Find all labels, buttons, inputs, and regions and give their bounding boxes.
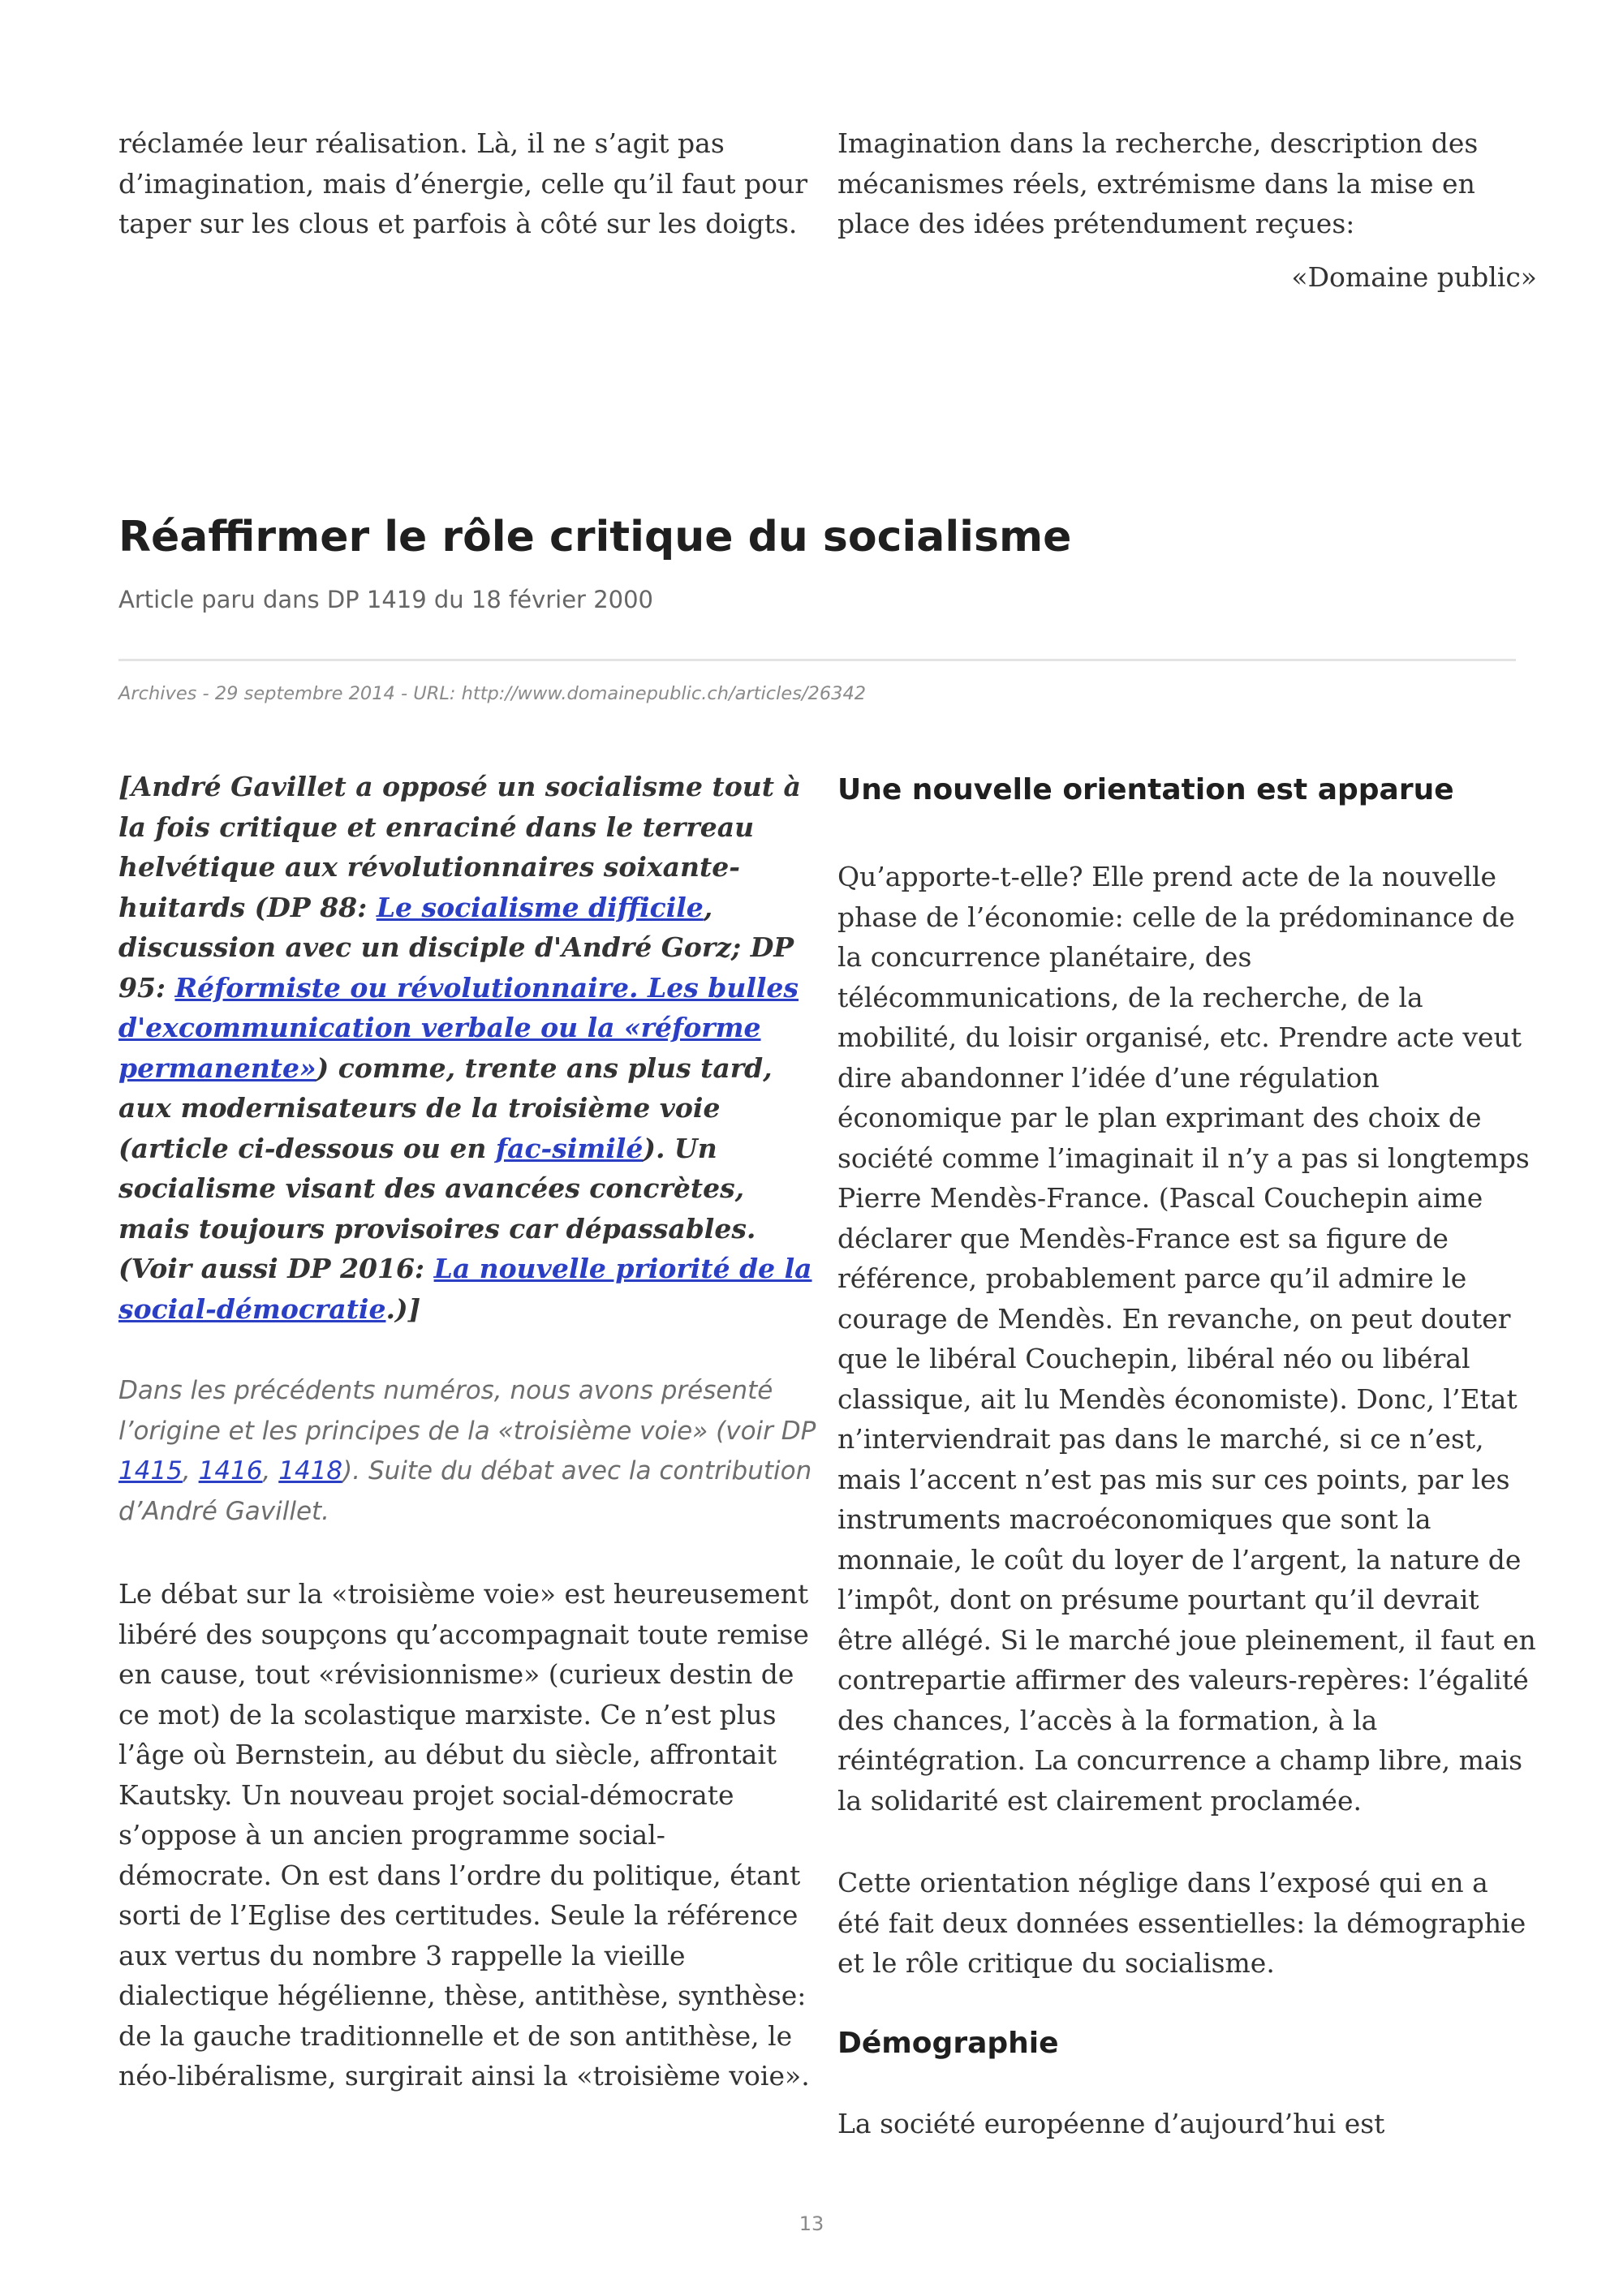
previous-article-left [118, 123, 818, 244]
link-reformiste-ou-revolutionnaire[interactable]: Réformiste ou révolutionnaire. Les bulles d'excommunication verbale ou la «réforme permanente» [118, 971, 799, 1084]
body-paragraph: Qu’apporte-t-elle? Elle prend acte de la nouvelle phase de l’économie: celle de la prédominance de la concurrence planétaire, des télécommunications, de la recherche, de la mobilité, du loisir organisé, etc. Prendre acte veut dire abandonner l’idée d’une régulation économique par le plan exprimant des choix de société comme l’imaginait il n’y a pas si longtemps Pierre Mendès-France. (Pascal Couchepin aime déclarer que Mendès-France est sa figure de référence, probablement parce qu’il admire le courage de Mendès. En revanche, on peut douter que le libéral Couchepin, libéral néo ou libéral classique, ait lu Mendès économiste). Donc, l’Etat n’interviendrait pas dans le marché, si ce n’est, mais l’accent n’est pas mis sur ces points, par les instruments macroéconomiques que sont la monnaie, le coût du loyer de l’argent, la nature de l’impôt, dont on présume pourtant qu’il devrait être allégé. Si le marché joue pleinement, il faut en contrepartie affirmer des valeurs-repères: l’égalité des chances, l’accès à la formation, à la réintégration. La concurrence a champ libre, mais la solidarité est clairement proclamée. [837, 861, 1536, 1817]
link-dp-1415[interactable]: 1415 [118, 1456, 183, 1486]
section-heading-nouvelle-orientation: Une nouvelle orientation est apparue [837, 773, 1454, 806]
body-paragraph: Cette orientation néglige dans l’exposé qui en a été fait deux données essentielles: la démographie et le rôle critique du socialisme. [837, 1867, 1526, 1979]
article-subtitle: Article paru dans DP 1419 du 18 février 2000 [118, 586, 653, 613]
intro-text-2: , discussion avec un disciple d'André Gorz; DP 95: [118, 891, 794, 1004]
editorial-intro [118, 767, 818, 1329]
previous-article-left-text: réclamée leur réalisation. Là, il ne s’agit pas d’imagination, mais d’énergie, celle qu’il faut pour taper sur les clous et parfois à côté sur les doigts. [118, 127, 808, 239]
previous-article-signature: «Domaine public» [1291, 260, 1537, 293]
header-divider [118, 659, 1516, 661]
intro-text-4: ). Un socialisme visant des avancées concrètes, mais toujours provisoires car dépassables. (Voir aussi DP 2016: [118, 1132, 756, 1284]
intro-text-1: [André Gavillet a opposé un socialisme tout à la fois critique et enraciné dans le terreau helvétique aux révolutionnaires soixante-huitards (DP 88: [118, 771, 801, 923]
link-socialisme-difficile[interactable]: Le socialisme difficile [376, 891, 704, 923]
link-fac-simile[interactable]: fac-similé [495, 1132, 644, 1164]
body-paragraph: La société européenne d’aujourd’hui est [837, 2107, 1385, 2139]
article-lead [118, 1371, 818, 1532]
link-nouvelle-priorite[interactable]: La nouvelle priorité de la social-démocratie [118, 1253, 812, 1325]
previous-article-right-text: Imagination dans la recherche, description des mécanismes réels, extrémisme dans la mise en place des idées prétendument reçues: [837, 127, 1479, 239]
lead-text-1: Dans les précédents numéros, nous avons présenté l’origine et les principes de la «troisième voie» (voir DP [118, 1376, 816, 1446]
lead-separator-1: , [182, 1456, 199, 1486]
article-right-column [837, 772, 1537, 2186]
body-paragraph: Le débat sur la «troisième voie» est heureusement libéré des soupçons qu’accompagnait toute remise en cause, tout «révisionnisme» (curieux destin de ce mot) de la scolastique marxiste. Ce n’est plus l’âge où Bernstein, au début du siècle, affrontait Kautsky. Un nouveau projet social-démocrate s’oppose à un ancien programme social-démocrate. On est dans l’ordre du politique, étant sorti de l’Eglise des certitudes. Seule la référence aux vertus du nombre 3 rappelle la vieille dialectique hégélienne, thèse, antithèse, synthèse: de la gauche traditionnelle et de son antithèse, le néo-libéralisme, surgirait ainsi la «troisième voie». [118, 1578, 810, 2092]
article-left-column [118, 767, 818, 2139]
lead-text-2: ). Suite du débat avec la contribution d’André Gavillet. [118, 1456, 812, 1526]
lead-separator-2: , [262, 1456, 279, 1486]
link-dp-1418[interactable]: 1418 [278, 1456, 343, 1486]
archive-line: Archives - 29 septembre 2014 - URL: http://www.domainepublic.ch/articles/26342 [118, 683, 867, 704]
article-title: Réaffirmer le rôle critique du socialisme [118, 513, 1072, 561]
link-dp-1416[interactable]: 1416 [198, 1456, 263, 1486]
previous-article-right [837, 123, 1537, 297]
section-heading-demographie: Démographie [837, 2026, 1059, 2060]
intro-text-5: .)] [385, 1292, 421, 1325]
intro-text-3: ) comme, trente ans plus tard, aux modernisateurs de la troisième voie (article ci-dessous ou en [118, 1051, 773, 1164]
page-number: 13 [799, 2212, 824, 2235]
